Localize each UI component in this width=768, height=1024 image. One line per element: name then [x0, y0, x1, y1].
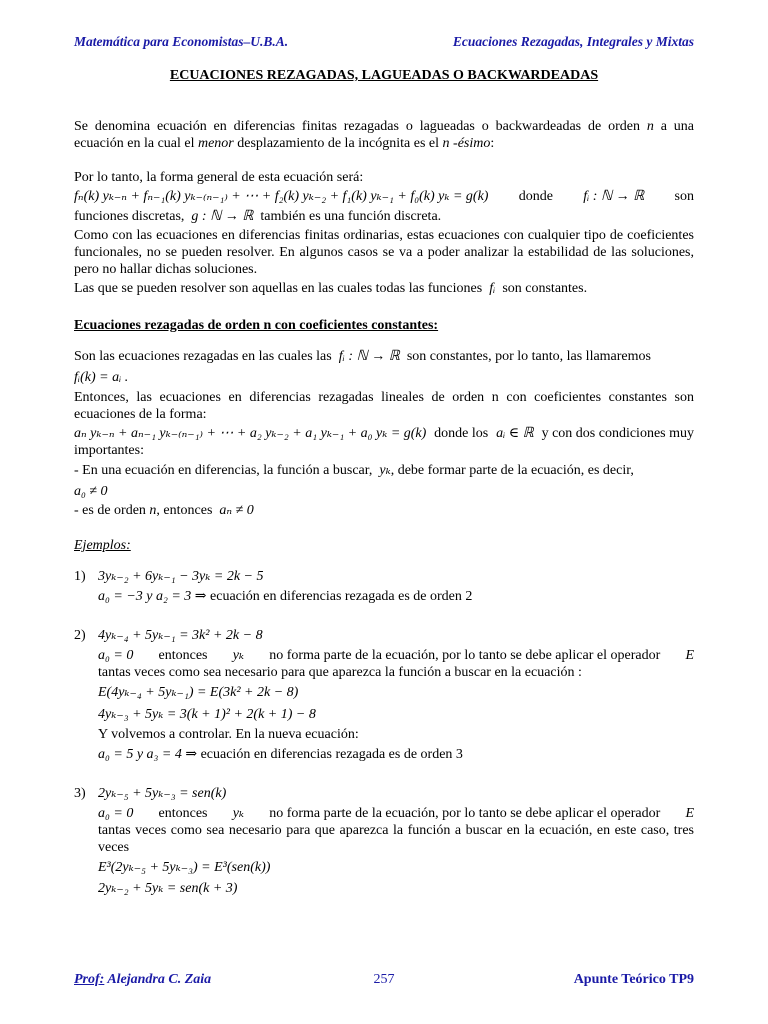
- example-equation: 2yₖ₋₅ + 5yₖ₋₃ = sen(k): [98, 786, 227, 801]
- intro-paragraph-5: [74, 280, 694, 297]
- math-yk: yₖ: [232, 648, 245, 663]
- text: no forma parte de la ecuación, por lo tanto se debe aplicar el operador: [269, 806, 661, 821]
- example-number: 1): [74, 569, 86, 584]
- text: funciones discretas,: [74, 209, 185, 224]
- text: y con dos condiciones muy: [541, 426, 694, 441]
- example-3-body: [74, 805, 694, 897]
- text: - En una ecuación en diferencias, la función a buscar,: [74, 463, 373, 478]
- example-condition: a₀ = 5 y a₃ = 4 ⇒: [98, 747, 201, 762]
- example-number: 2): [74, 628, 86, 643]
- text: a una ecuación en la cual el: [74, 119, 694, 151]
- text: entonces: [158, 806, 208, 821]
- a0-equals-zero: a₀ = 0: [98, 806, 134, 821]
- prof-label: Prof:: [74, 972, 105, 987]
- text: Son las ecuaciones rezagadas en las cuales las: [74, 349, 332, 364]
- section-paragraph-2: Entonces, las ecuaciones en diferencias rezagadas lineales de orden n con coeficientes constantes son ecuaciones de la forma:: [74, 390, 694, 422]
- shifted-equation: 2yₖ₋₂ + 5yₖ = sen(k + 3): [98, 881, 238, 896]
- an-not-zero: aₙ ≠ 0: [219, 503, 254, 518]
- operator-line: [98, 805, 694, 822]
- intro-paragraph-3: [74, 208, 694, 225]
- operator-line: [98, 647, 694, 664]
- general-equation-row: [74, 188, 694, 205]
- example-3: [74, 785, 694, 802]
- example-2: [74, 627, 694, 644]
- text: son constantes, por lo tanto, las llamaremos: [406, 349, 651, 364]
- emphasis-menor: menor: [197, 136, 234, 151]
- page-title: ECUACIONES REZAGADAS, LAGUEADAS O BACKWARDEADAS: [169, 68, 599, 83]
- page-number: 257: [373, 972, 395, 987]
- example-1: [74, 568, 694, 585]
- example-result: ecuación en diferencias rezagada es de orden 2: [210, 589, 473, 604]
- text: importantes:: [74, 443, 144, 458]
- math-yk: yₖ: [379, 463, 391, 478]
- a0-equals-zero: a₀ = 0: [98, 648, 134, 663]
- spacer: [74, 605, 694, 627]
- donde-word: donde: [518, 189, 553, 204]
- text: entonces: [158, 648, 208, 663]
- footer-right: Apunte Teórico TP9: [573, 972, 694, 987]
- a0-not-zero: a₀ ≠ 0: [74, 484, 108, 499]
- text: tantas veces como sea necesario para que aparezca la función a buscar en la ecuación, en este caso, tres veces: [98, 823, 694, 855]
- example-2-body: [74, 647, 694, 763]
- section-paragraph-1: [74, 348, 694, 365]
- spacer: [74, 519, 694, 537]
- prof-name: Alejandra C. Zaia: [107, 972, 212, 987]
- condition-2: [74, 502, 694, 519]
- text: Se denomina ecuación en diferencias finitas rezagadas o lagueadas o backwardeadas de orden: [74, 119, 647, 134]
- text: tantas veces como sea necesario para que aparezca la función a buscar en la ecuación :: [98, 665, 582, 680]
- example-2-conclusion: [98, 746, 694, 763]
- fi-mapping: fᵢ : ℕ → ℝ: [338, 349, 400, 364]
- examples-heading: Ejemplos:: [74, 538, 131, 553]
- text: desplazamiento de la incógnita es el: [233, 136, 443, 151]
- spacer: [74, 554, 694, 568]
- intro-paragraph-2: Por lo tanto, la forma general de esta ecuación será:: [74, 170, 364, 185]
- intro-paragraph-1: [74, 118, 694, 152]
- text: Las que se pueden resolver son aquellas en las cuales todas las funciones: [74, 281, 483, 296]
- spacer: [74, 297, 694, 317]
- text: - es de orden: [74, 503, 146, 518]
- math-n: n: [646, 119, 654, 134]
- example-condition: a₀ = −3 y a₂ = 3 ⇒: [98, 589, 211, 604]
- text: :: [490, 136, 495, 151]
- spacer: [74, 334, 694, 348]
- header-left: Matemática para Economistas–U.B.A.: [74, 34, 289, 49]
- text: , debe formar parte de la ecuación, es decir,: [390, 463, 634, 478]
- operator-applied-equation: E³(2yₖ₋₅ + 5yₖ₋₃) = E³(sen(k)): [98, 860, 271, 875]
- text: no forma parte de la ecuación, por lo tanto se debe aplicar el operador: [269, 648, 661, 663]
- document-body: [74, 118, 694, 897]
- text: son constantes.: [502, 281, 588, 296]
- text: Y volvemos a controlar. En la nueva ecuación:: [98, 727, 359, 742]
- constant-coef-equation-row: [74, 425, 694, 442]
- intro-paragraph-4: Como con las ecuaciones en diferencias finitas ordinarias, estas ecuaciones con cualquier tipo de coeficientes funcionales, no se pueden resolver. En algunos casos se va a poder analizar la estabilidad de las soluciones, pero no hallar dichas soluciones.: [74, 228, 694, 277]
- general-equation: fₙ(k) yₖ₋ₙ + fₙ₋₁(k) yₖ₋₍ₙ₋₁₎ + ⋯ + f₂(k) yₖ₋₂ + f₁(k) yₖ₋₁ + f₀(k) yₖ = g(k): [74, 189, 489, 204]
- operator-E: E: [685, 806, 694, 821]
- fi-mapping: fᵢ : ℕ → ℝ: [583, 189, 645, 204]
- text: donde los: [434, 426, 489, 441]
- spacer: [74, 763, 694, 785]
- fi-equals-ai: fᵢ(k) = aᵢ .: [74, 370, 129, 385]
- spacer: [74, 152, 694, 169]
- example-number: 3): [74, 786, 86, 801]
- example-1-conclusion: [74, 588, 694, 605]
- math-yk: yₖ: [232, 806, 245, 821]
- math-fi: fᵢ: [489, 281, 496, 296]
- g-mapping: g : ℕ → ℝ: [191, 209, 254, 224]
- condition-1: [74, 462, 694, 479]
- example-equation: 4yₖ₋₄ + 5yₖ₋₁ = 3k² + 2k − 8: [98, 628, 263, 643]
- shifted-equation: 4yₖ₋₃ + 5yₖ = 3(k + 1)² + 2(k + 1) − 8: [98, 707, 316, 722]
- section-title: Ecuaciones rezagadas de orden n con coeficientes constantes:: [74, 318, 439, 333]
- operator-E: E: [685, 648, 694, 663]
- text: también es una función discreta.: [260, 209, 442, 224]
- son-word: son: [674, 189, 694, 204]
- ai-in-reals: aᵢ ∈ ℝ: [496, 426, 534, 441]
- operator-applied-equation: E(4yₖ₋₄ + 5yₖ₋₁) = E(3k² + 2k − 8): [98, 685, 299, 700]
- constant-coef-equation: aₙ yₖ₋ₙ + aₙ₋₁ yₖ₋₍ₙ₋₁₎ + ⋯ + a₂ yₖ₋₂ + a₁ yₖ₋₁ + a₀ yₖ = g(k): [74, 426, 427, 441]
- example-result: ecuación en diferencias rezagada es de orden 3: [200, 747, 463, 762]
- emphasis-esimo: n -ésimo: [442, 136, 491, 151]
- header-right: Ecuaciones Rezagadas, Integrales y Mixtas: [452, 34, 694, 49]
- text: , entonces: [156, 503, 213, 518]
- example-equation: 3yₖ₋₂ + 6yₖ₋₁ − 3yₖ = 2k − 5: [98, 569, 264, 584]
- math-n: n: [149, 503, 157, 518]
